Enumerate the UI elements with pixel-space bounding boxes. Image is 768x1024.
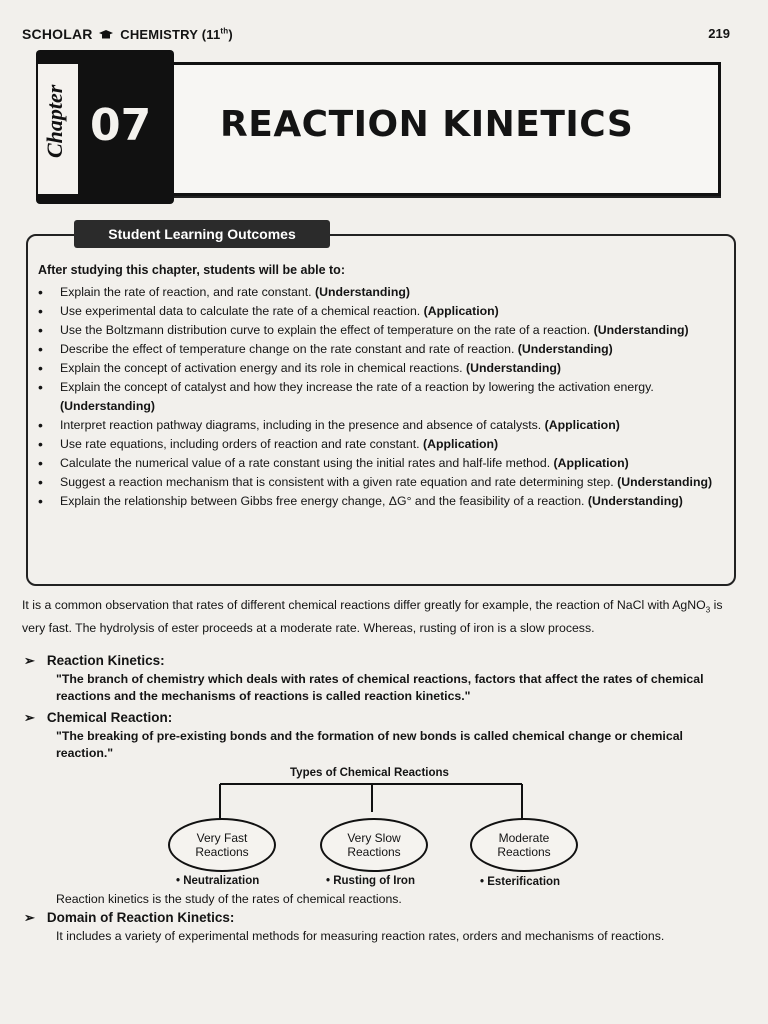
domain-text: It includes a variety of experimental methods for measuring reaction rates, orders and mechanisms of reactions. <box>56 929 665 943</box>
summary-line: Reaction kinetics is the study of the rates of chemical reactions. <box>56 892 402 906</box>
outcome-level: (Understanding) <box>617 475 713 489</box>
outcome-item: • Use rate equations, including orders of reaction and rate constant. (Application) <box>38 435 718 454</box>
outcome-item: • Calculate the numerical value of a rate constant using the initial rates and half-life method. (Application) <box>38 454 718 473</box>
definition-quote: "The breaking of pre-existing bonds and the formation of new bonds is called chemical change or chemical reaction." <box>56 729 683 760</box>
example-esterification: • Esterification <box>480 876 561 888</box>
definition-quote: "The branch of chemistry which deals with rates of chemical reactions, factors that affect the rates of chemical reactions and the mechanisms of reactions is called reaction kinetics." <box>56 672 704 703</box>
page-number: 219 <box>708 26 730 41</box>
chapter-number: 07 <box>90 100 152 151</box>
subject-name: CHEMISTRY (11 <box>120 27 221 42</box>
outcome-item: • Explain the concept of catalyst and how they increase the rate of a reaction by lowering the activation energy. (Understanding) <box>38 378 718 416</box>
node-very-fast: Very Fast Reactions <box>168 818 276 872</box>
node-very-slow: Very Slow Reactions <box>320 818 428 872</box>
arrow-icon: ➢ <box>24 653 35 668</box>
diagram-title: Types of Chemical Reactions <box>290 767 449 779</box>
learning-outcomes-heading: Student Learning Outcomes <box>74 220 330 248</box>
arrow-icon: ➢ <box>24 910 35 925</box>
arrow-icon: ➢ <box>24 710 35 725</box>
outcome-level: (Application) <box>423 304 499 318</box>
outcome-item: • Explain the concept of activation energy and its role in chemical reactions. (Understanding) <box>38 359 718 378</box>
outcome-level: (Understanding) <box>314 285 410 299</box>
outcome-level: (Understanding) <box>593 323 689 337</box>
section-heading: Domain of Reaction Kinetics: <box>46 910 235 925</box>
grade-suffix: th <box>220 26 229 36</box>
outcomes-intro: After studying this chapter, students will be able to: <box>38 263 345 277</box>
outcome-level: (Understanding) <box>466 361 561 375</box>
outcome-item: • Explain the relationship between Gibbs free energy change, ΔG° and the feasibility of a reaction. (Understanding) <box>38 492 718 511</box>
running-header: SCHOLAR CHEMISTRY (11th) <box>22 26 233 42</box>
intro-paragraph: It is a common observation that rates of different chemical reactions differ greatly for example, the reaction of NaCl with AgNO$_3$ is very fast. The hydrolysis of ester proceeds at a moderate rate. Whereas, rusting of iron is a slow process. <box>22 598 723 636</box>
outcome-item: • Describe the effect of temperature change on the rate constant and rate of reaction. (Understanding) <box>38 340 718 359</box>
brand-name: SCHOLAR <box>22 26 93 42</box>
outcome-level: (Application) <box>553 456 629 470</box>
outcome-level: (Understanding) <box>517 342 613 356</box>
outcome-level: (Application) <box>422 437 499 451</box>
outcome-level: (Understanding) <box>60 399 155 413</box>
outcome-level: (Understanding) <box>587 494 683 508</box>
section-heading: Chemical Reaction: <box>46 710 173 725</box>
section-domain <box>24 910 730 945</box>
section-heading: Reaction Kinetics: <box>46 653 165 668</box>
node-moderate: Moderate Reactions <box>470 818 578 872</box>
outcome-level: (Application) <box>544 418 620 432</box>
chapter-word: Chapter <box>42 84 67 158</box>
outcome-item: • Use experimental data to calculate the rate of a chemical reaction. (Application) <box>38 302 718 321</box>
outcome-item: • Use the Boltzmann distribution curve to explain the effect of temperature on the rate of a reaction. (Understanding) <box>38 321 718 340</box>
outcome-item: • Suggest a reaction mechanism that is consistent with a given rate equation and rate determining step. (Understanding) <box>38 473 718 492</box>
example-rusting: • Rusting of Iron <box>326 875 415 887</box>
example-neutralization: • Neutralization <box>176 875 260 887</box>
outcome-item: • Interpret reaction pathway diagrams, including in the presence and absence of catalysts. (Application) <box>38 416 718 435</box>
chapter-title: REACTION KINETICS <box>220 104 634 145</box>
outcome-item: • Explain the rate of reaction, and rate constant. (Understanding) <box>38 283 718 302</box>
